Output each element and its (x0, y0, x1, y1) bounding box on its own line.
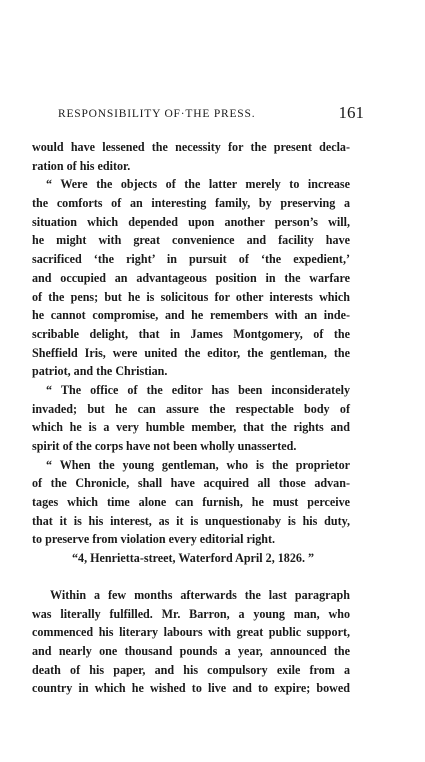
text-line: that it is his interest, as it is unquestionaby is his duty, (32, 513, 350, 528)
text-line: invaded; but he can assure the respectable body of (32, 401, 350, 416)
text-line: “ The office of the editor has been inconsiderately (46, 382, 350, 397)
text-line: “ Were the objects of the latter merely to increase (46, 177, 350, 192)
text-line: was literally fulfilled. Mr. Barron, a young man, who (32, 606, 350, 621)
page-header (58, 103, 364, 123)
text-line: Sheffield Iris, were united the editor, the gentleman, the (32, 345, 350, 360)
text-line: sacrificed ‘the right’ in pursuit of ‘the expedient,’ (32, 252, 350, 267)
text-line: of the pens; but he is solicitous for other interests which (32, 289, 350, 304)
text-line: the comforts of an interesting family, by preserving a (32, 196, 350, 211)
text-line: and occupied an advantageous position in the warfare (32, 270, 350, 285)
text-line: which he is a very humble member, that the rights and (32, 420, 350, 435)
text-line: of the Chronicle, shall have acquired all those advan- (32, 476, 350, 491)
text-line: tages which time alone can furnish, he must perceive (32, 495, 350, 510)
text-line: “ When the young gentleman, who is the proprietor (46, 457, 350, 472)
text-line: to preserve from violation every editorial right. (32, 532, 276, 547)
signature-line: “4, Henrietta-street, Waterford April 2, 1826. ” (72, 551, 315, 566)
paragraph-gap (32, 568, 350, 586)
text-line: he might with great convenience and facility have (32, 233, 350, 248)
text-line: Within a few months afterwards the last paragraph (50, 587, 350, 602)
text-line: patriot, and the Christian. (32, 364, 168, 379)
text-line: country in which he wished to live and to expire; bowed (32, 681, 350, 696)
text-line: situation which depended upon another person’s will, (32, 214, 350, 229)
text-line: he cannot compromise, and he remembers with an inde- (32, 308, 350, 323)
text-line: scribable delight, that in James Montgomery, of the (32, 326, 350, 341)
text-line: spirit of the corps have not been wholly unasserted. (32, 439, 297, 453)
running-title: RESPONSIBILITY OF·THE PRESS. (58, 108, 256, 120)
text-line: and nearly one thousand pounds a year, announced the (32, 643, 350, 658)
text-line: ration of his editor. (32, 158, 131, 173)
text-line: death of his paper, and his compulsory exile from a (32, 662, 350, 677)
text-line: would have lessened the necessity for the present decla- (32, 140, 350, 154)
body-text (32, 138, 350, 698)
page-number: 161 (338, 103, 364, 122)
text-line: commenced his literary labours with great public support, (32, 625, 350, 640)
